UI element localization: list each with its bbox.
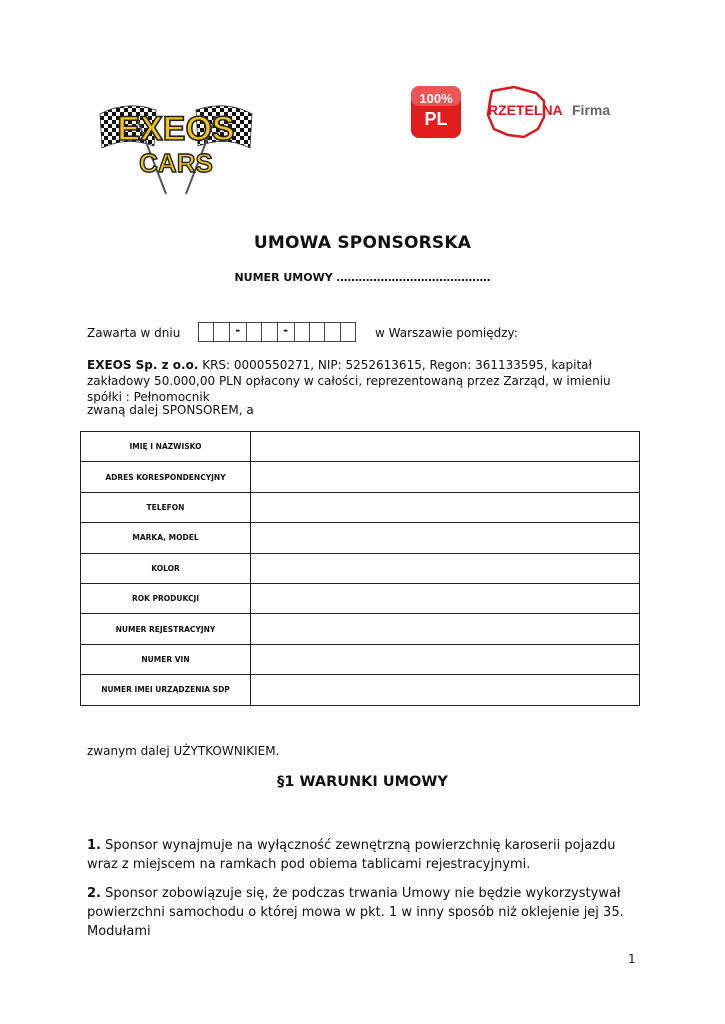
date-digit-box[interactable] <box>309 322 325 342</box>
form-field-label: IMIĘ I NAZWISKO <box>81 432 251 462</box>
participant-form-table <box>80 431 640 706</box>
date-digit-box[interactable] <box>213 322 229 342</box>
form-field-label: MARKA, MODEL <box>81 523 251 553</box>
form-field-value[interactable] <box>251 675 640 705</box>
form-field-label: NUMER REJESTRACYJNY <box>81 614 251 644</box>
paragraph-text: Sponsor zobowiązuje się, że podczas trwania Umowy nie będzie wykorzystywał powierzchni samochodu o której mowa w pkt. 1 w inny sposób niż oklejenie jej 35. Modułami <box>87 886 624 939</box>
cars-wordmark: CARS <box>139 148 213 178</box>
user-label: zwanym dalej UŻYTKOWNIKIEM. <box>87 744 280 758</box>
date-digit-box[interactable] <box>324 322 340 342</box>
company-name: EXEOS Sp. z o.o. <box>87 358 199 372</box>
date-digit-box[interactable] <box>294 322 310 342</box>
form-field-label: ROK PRODUKCJI <box>81 583 251 613</box>
form-field-label: ADRES KORESPONDENCYJNY <box>81 462 251 492</box>
badge-pl: PL <box>424 109 448 129</box>
form-field-value[interactable] <box>251 614 640 644</box>
rzetelna-word: RZETELNA <box>488 102 563 118</box>
firma-word: Firma <box>572 102 611 118</box>
form-row <box>81 492 640 522</box>
paragraph-2 <box>87 884 647 941</box>
date-digit-box[interactable] <box>340 322 356 342</box>
date-digit-box[interactable] <box>261 322 277 342</box>
paragraph-text: Sponsor wynajmuje na wyłączność zewnętrzną powierzchnię karoserii pojazdu wraz z miejscem na ramkach pod obiema tablicami rejestracyjnymi. <box>87 838 616 872</box>
form-row <box>81 462 640 492</box>
form-row <box>81 644 640 674</box>
concluded-label: Zawarta w dniu <box>87 326 181 340</box>
document-title: UMOWA SPONSORSKA <box>253 233 472 253</box>
paragraph-1 <box>87 836 647 874</box>
form-field-value[interactable] <box>251 492 640 522</box>
form-field-label: TELEFON <box>81 492 251 522</box>
form-field-label: NUMER VIN <box>81 644 251 674</box>
form-row <box>81 553 640 583</box>
date-separator: - <box>229 322 247 342</box>
form-field-value[interactable] <box>251 553 640 583</box>
form-field-value[interactable] <box>251 523 640 553</box>
date-digit-box[interactable] <box>198 322 214 342</box>
paragraph-number: 1. <box>87 838 101 853</box>
form-row <box>81 583 640 613</box>
form-field-value[interactable] <box>251 644 640 674</box>
form-field-value[interactable] <box>251 462 640 492</box>
sponsor-label: zwaną dalej SPONSOREM, a <box>87 403 254 417</box>
party-description <box>87 357 647 405</box>
form-field-label: NUMER IMEI URZĄDZENIA SDP <box>81 675 251 705</box>
paragraph-number: 2. <box>87 886 101 901</box>
form-field-value[interactable] <box>251 583 640 613</box>
badge-percent: 100% <box>419 91 453 106</box>
form-row <box>81 675 640 705</box>
date-separator: - <box>277 322 295 342</box>
form-row <box>81 432 640 462</box>
exeos-cars-logo <box>96 96 256 196</box>
section-heading: §1 WARUNKI UMOWY <box>277 774 448 790</box>
company-details: KRS: 0000550271, NIP: 5252613615, Regon: 361133595, kapitał zakładowy 50.000,00 PLN opłacony w całości, reprezentowaną przez Zarząd, w imieniu spółki : Pełnomocnik <box>87 358 611 404</box>
date-digit-box[interactable] <box>246 322 262 342</box>
form-row <box>81 523 640 553</box>
100-percent-pl-badge <box>410 85 462 139</box>
place-text: w Warszawie pomiędzy: <box>375 326 518 340</box>
date-boxes[interactable] <box>199 322 356 342</box>
rzetelna-firma-logo <box>484 85 632 141</box>
form-field-label: KOLOR <box>81 553 251 583</box>
form-row <box>81 614 640 644</box>
page-number: 1 <box>628 952 636 966</box>
exeos-wordmark: EXEOS <box>117 110 235 148</box>
form-field-value[interactable] <box>251 432 640 462</box>
contract-number: NUMER UMOWY …………………………………… <box>234 271 491 284</box>
